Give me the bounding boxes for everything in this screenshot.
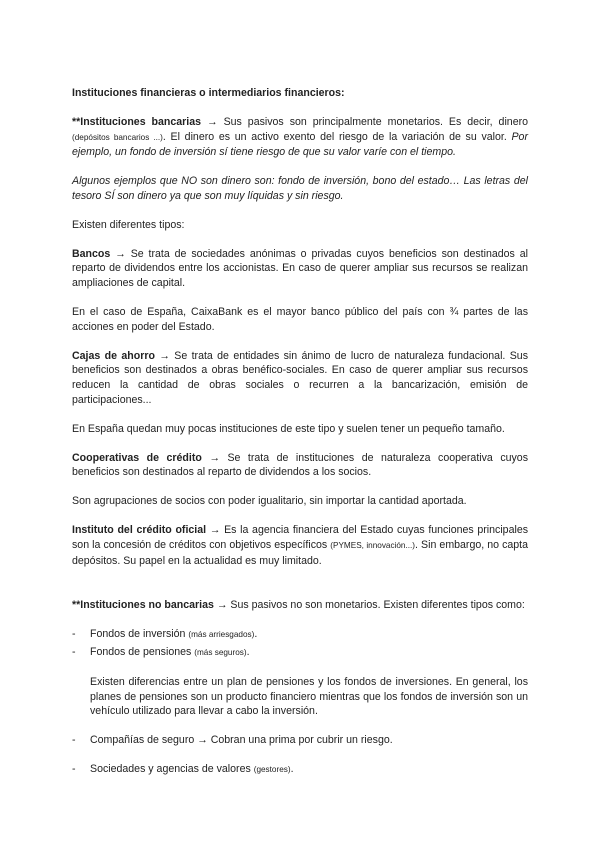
arrow: → bbox=[201, 451, 228, 464]
document-page bbox=[72, 86, 528, 778]
term-cooperativas: Cooperativas de crédito bbox=[72, 451, 202, 464]
list-item bbox=[72, 733, 528, 748]
arrow: → bbox=[110, 247, 131, 260]
page-title: Instituciones financieras o intermediarios financieros: bbox=[72, 87, 345, 99]
text: Sociedades y agencias de valores bbox=[90, 762, 254, 775]
paragraph-cooperativas bbox=[72, 451, 528, 481]
text: . bbox=[246, 645, 250, 658]
paragraph-bancarias bbox=[72, 115, 528, 160]
paragraph-no-bancarias bbox=[72, 598, 528, 613]
small-note: (más arriesgados) bbox=[188, 630, 255, 640]
bullet-dash: - bbox=[72, 645, 76, 658]
text: . bbox=[254, 628, 258, 641]
term-cajas: Cajas de ahorro bbox=[72, 349, 155, 362]
text: Sus pasivos son principalmente monetarios. Es decir, dinero bbox=[223, 115, 529, 128]
paragraph-espana-cajas: En España quedan muy pocas instituciones de este tipo y suelen tener un pequeño tamaño. bbox=[72, 422, 505, 435]
text: Fondos de pensiones bbox=[90, 645, 195, 658]
text: Compañías de seguro → Cobran una prima por cubrir un riesgo. bbox=[90, 734, 393, 747]
small-note: (depósitos bancarios ...) bbox=[72, 132, 163, 142]
arrow: → bbox=[201, 115, 224, 128]
paragraph-caixa: En el caso de España, CaixaBank es el mayor banco público del país con ¾ partes de las acciones en poder del Estado. bbox=[72, 305, 528, 333]
bullet-dash: - bbox=[72, 762, 76, 775]
text: Se trata de entidades sin ánimo de lucro de naturaleza fundacional. Sus beneficios son destinados a obras benéfico-sociales. En caso de querer ampliar sus recursos reducen la cantidad de obras sociales o recurren a la bancarización, emisión de participaciones... bbox=[72, 349, 528, 406]
small-note: (gestores) bbox=[253, 764, 291, 774]
paragraph-cajas bbox=[72, 349, 528, 408]
term-bancarias: **Instituciones bancarias bbox=[72, 115, 202, 128]
text: Se trata de instituciones de naturaleza cooperativa cuyos beneficios son destinados al reparto de dividendos a los socios. bbox=[72, 451, 528, 479]
text: . Sin embargo, no capta depósitos. Su papel en la actualidad es muy limitado. bbox=[72, 538, 528, 567]
arrow: → bbox=[213, 599, 231, 612]
text: . El dinero es un activo exento del riesgo de la variación de su valor. bbox=[162, 130, 512, 143]
text: . bbox=[290, 762, 294, 775]
paragraph-tipos: Existen diferentes tipos: bbox=[72, 218, 185, 231]
text: Es la agencia financiera del Estado cuyas funciones principales son la concesión de créditos con objetivos específicos bbox=[72, 523, 529, 551]
list-item bbox=[72, 645, 528, 661]
paragraph-bancos bbox=[72, 247, 528, 291]
italic-example: Por ejemplo, un fondo de inversión sí tiene riesgo de que su valor varíe con el tiempo. bbox=[72, 130, 528, 159]
bullet-dash: - bbox=[72, 628, 76, 641]
arrow: → bbox=[154, 349, 175, 362]
bullet-dash: - bbox=[72, 734, 76, 747]
small-note: (más seguros) bbox=[194, 647, 247, 657]
list-tipos bbox=[72, 627, 528, 661]
paragraph-agrupaciones: Son agrupaciones de socios con poder igualitario, sin importar la cantidad aportada. bbox=[72, 495, 467, 508]
text: Se trata de sociedades anónimas o privadas cuyos beneficios son destinados al reparto de dividendos entre los accionistas. En caso de querer ampliar sus recursos se realizan ampliaciones de capital. bbox=[72, 247, 528, 290]
term-no-bancarias: **Instituciones no bancarias bbox=[72, 599, 214, 612]
paragraph-ejemplos: Algunos ejemplos que NO son dinero son: fondo de inversión, bono del estado… Las letras del tesoro SÍ son dinero ya que son muy líquidas y sin riesgo. bbox=[72, 175, 528, 202]
list-item bbox=[72, 762, 528, 778]
text: Fondos de inversión bbox=[90, 628, 189, 641]
small-note: (PYMES, innovación...) bbox=[330, 540, 416, 550]
text: Sus pasivos no son monetarios. Existen diferentes tipos como: bbox=[230, 599, 525, 612]
arrow: → bbox=[206, 523, 225, 536]
list-tipos-2 bbox=[72, 733, 528, 778]
list-item bbox=[72, 627, 528, 643]
term-ico: Instituto del crédito oficial bbox=[72, 523, 207, 536]
paragraph-diferencias: Existen diferencias entre un plan de pensiones y los fondos de inversiones. En general, los planes de pensiones son un producto financiero mientras que los fondos de inversión son un vehículo utilizado para llevar a cabo la inversión. bbox=[90, 675, 528, 718]
paragraph-ico bbox=[72, 523, 528, 568]
term-bancos: Bancos bbox=[72, 247, 111, 260]
